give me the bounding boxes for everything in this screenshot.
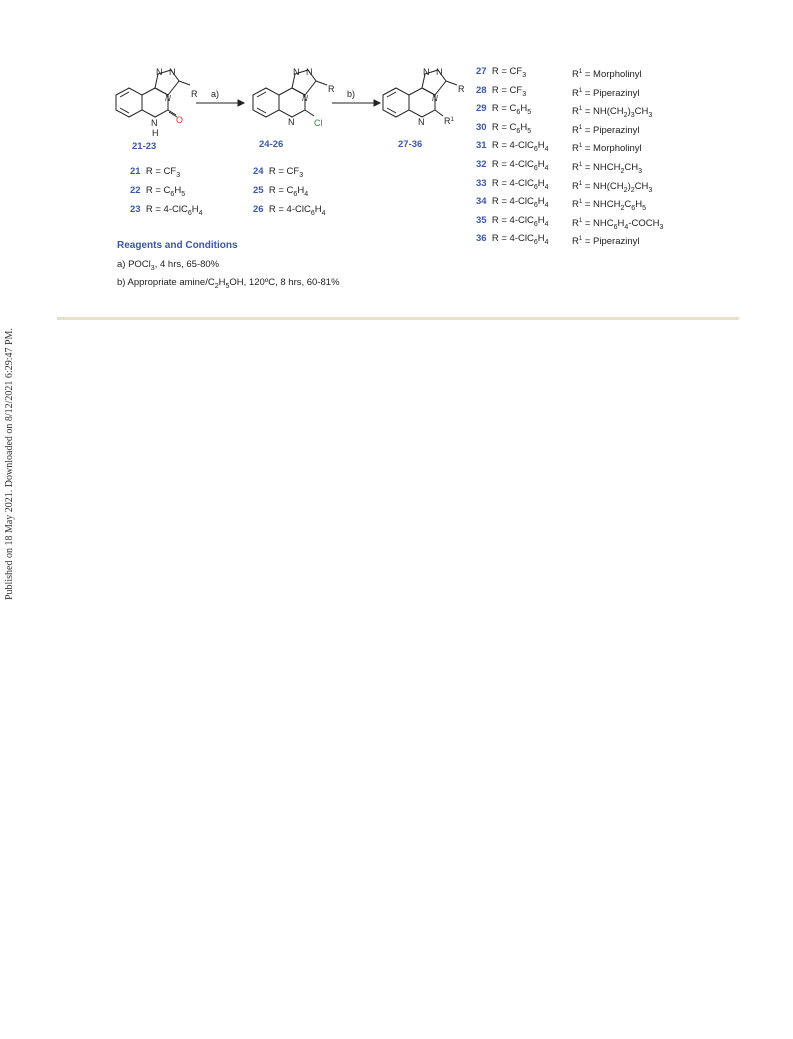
download-side-note: Published on 18 May 2021. Downloaded on 8/12/2021 6:29:47 PM. (4, 328, 15, 600)
atom-r1: $R^1$ (444, 116, 454, 126)
product-row-28: 28 $R = CF_3$ $R^1$ = Piperazinyl (476, 84, 640, 99)
atom-r: R (191, 89, 198, 99)
compound-row-23: 23 $R = 4-ClC_6H_4$ (130, 204, 203, 217)
conditions-title: Reagents and Conditions (117, 240, 238, 251)
product-row-32: 32 $R = 4-ClC_6H_4$ $R^1$ = $NHCH_2CH_3$ (476, 159, 643, 176)
compound-row-24: 24 $R = CF_3$ (253, 166, 304, 179)
compound-row-21: 21 $R = CF_3$ (130, 166, 181, 179)
reaction-scheme (0, 0, 793, 320)
atom-n: N (436, 67, 443, 77)
atom-r: R (328, 84, 335, 94)
arrow-b-label: b) (347, 89, 356, 99)
compound-row-26: 26 $R = 4-ClC_6H_4$ (253, 204, 326, 217)
condition-a: a) POCl$_3$, 4 hrs, 65-80% (117, 259, 220, 272)
condition-b: b) Appropriate amine/$C_2H_5OH$, 120ºC, 8 hrs, 60-81% (117, 277, 340, 290)
compound-row-22: 22 $R = C_6H_5$ (130, 185, 186, 198)
product-row-33: 33 $R = 4-ClC_6H_4$ $R^1 = NH(CH_2)_2CH_3$ (476, 177, 653, 194)
section-divider (57, 317, 739, 320)
compound-label-24-26: 24-26 (259, 139, 284, 150)
product-row-36: 36 $R = 4-ClC_6H_4$ $R^1$ = Piperazinyl (476, 233, 640, 248)
compound-row-25: 25 $R = C_6H_4$ (253, 185, 309, 198)
atom-n: N (151, 118, 158, 128)
product-row-27: 27 $R = CF_3$ $R^1$ = Morpholinyl (476, 66, 642, 81)
atom-n: N (423, 67, 430, 77)
product-row-30: 30 $R = C_6H_5$ $R^1$ = Piperazinyl (476, 121, 640, 136)
compound-label-21-23: 21-23 (132, 141, 157, 152)
arrow-a-label: a) (211, 89, 220, 99)
product-row-31: 31 $R = 4-ClC_6H_4$ $R^1$ = Morpholinyl (476, 140, 642, 155)
compound-label-27-36: 27-36 (398, 139, 423, 150)
atom-r: R (458, 84, 465, 94)
product-row-35: 35 $R = 4-ClC_6H_4$ $R^1$ = $NHC_6H_4-COCH_3$ (476, 214, 664, 231)
atom-n: N (288, 117, 295, 127)
atom-n: N (306, 67, 313, 77)
atom-n: N (293, 67, 300, 77)
atom-h: H (152, 128, 159, 138)
product-row-29: 29 $R = C_6H_5$ $R^1 = NH(CH_2)_3CH_3$ (476, 103, 653, 120)
atom-n: N (302, 94, 308, 103)
atom-n: N (165, 94, 171, 103)
atom-n: N (156, 67, 163, 77)
atom-n: N (418, 117, 425, 127)
atom-cl: Cl (314, 118, 323, 128)
atom-o: O (176, 115, 184, 125)
atom-n: N (169, 67, 176, 77)
atom-n: N (432, 94, 438, 103)
product-row-34: 34 $R = 4-ClC_6H_4$ $R^1$ = $NHCH_2C_6H_5$ (476, 196, 646, 213)
